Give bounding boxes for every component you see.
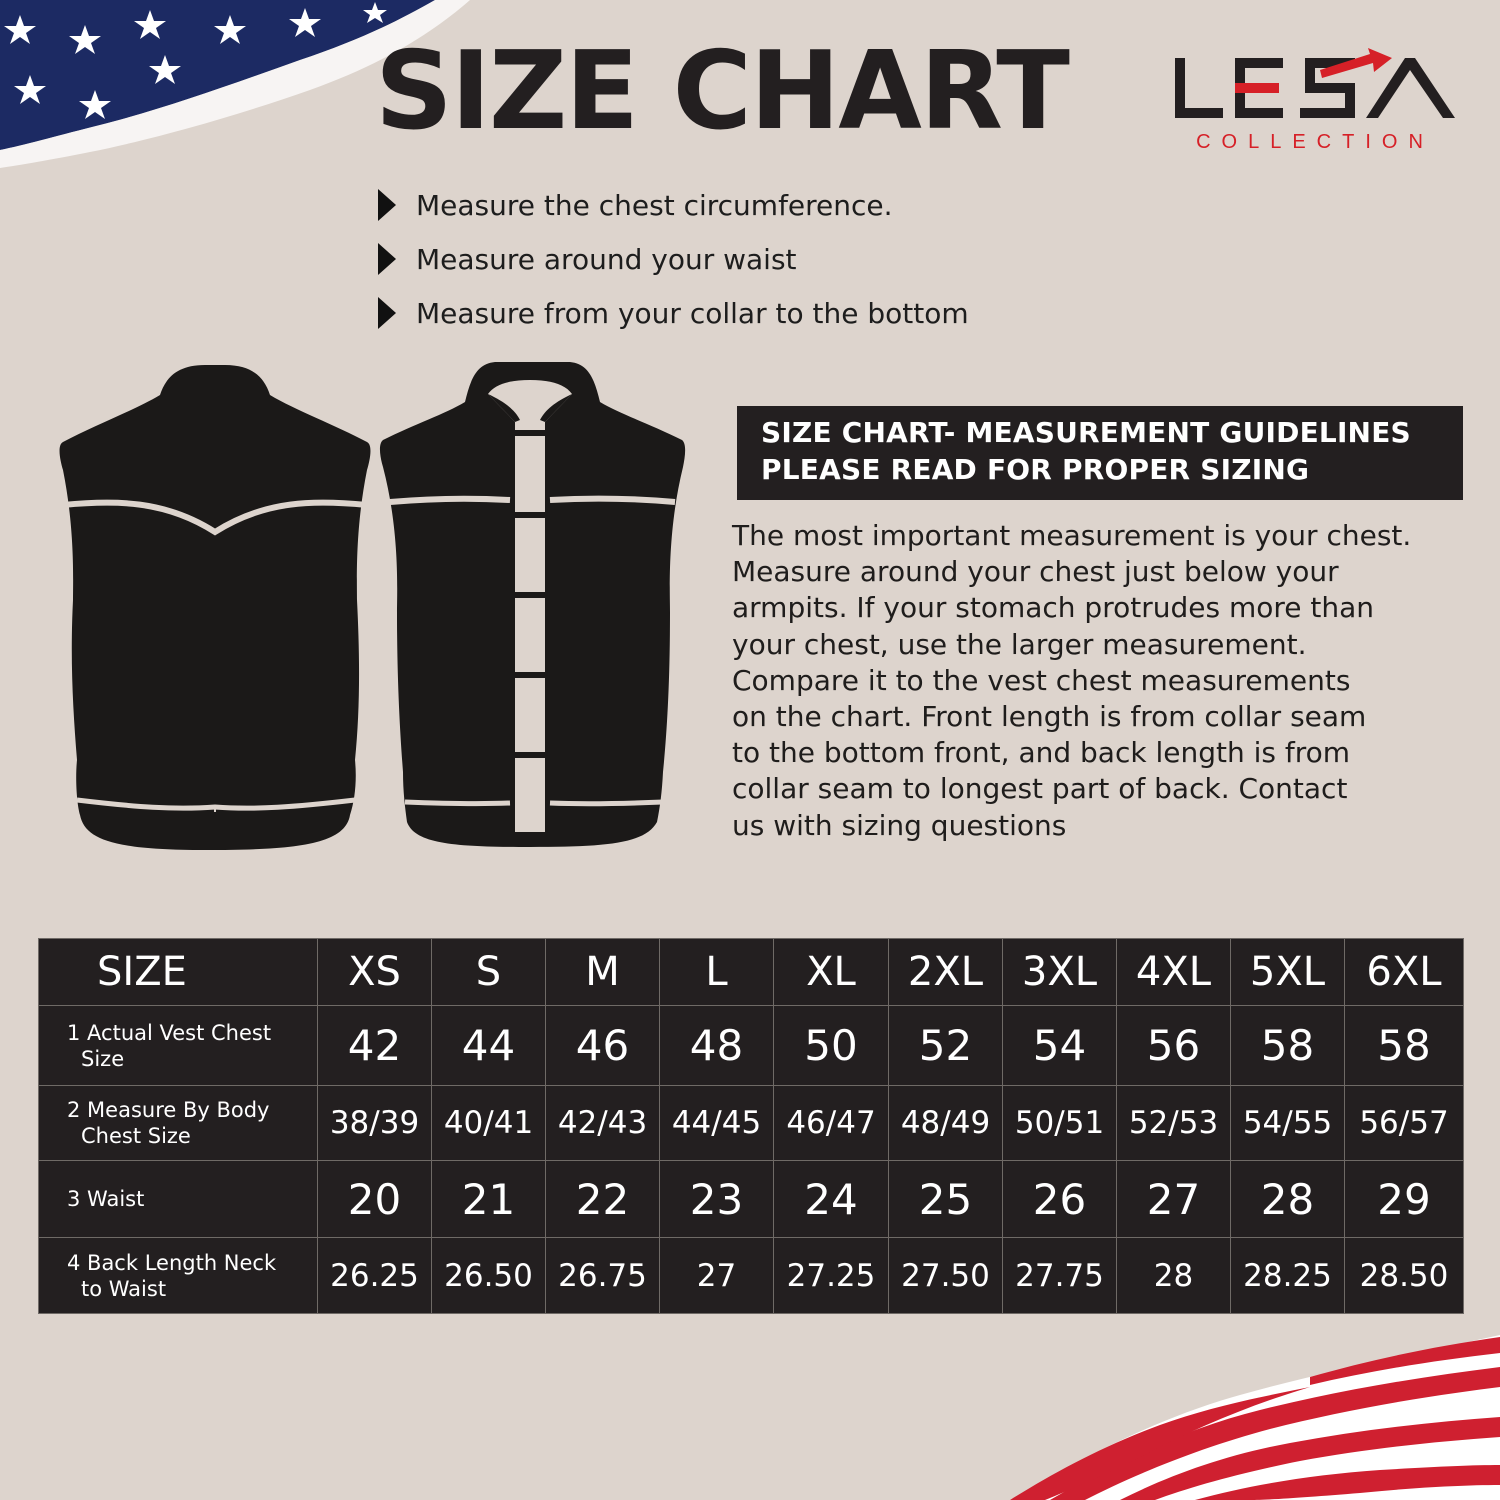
vest-front-view-illustration [375,352,690,850]
table-cell: 28.50 [1345,1238,1464,1314]
table-cell: 46/47 [774,1086,889,1161]
table-cell: 27 [660,1238,774,1314]
table-cell: 21 [432,1161,546,1238]
table-cell: 56 [1117,1006,1231,1086]
table-cell: 44 [432,1006,546,1086]
table-cell: 54/55 [1231,1086,1345,1161]
table-header-label: SIZE [39,939,318,1006]
vest-back-view-illustration [55,360,380,855]
table-cell: 25 [889,1161,1003,1238]
table-cell: 28 [1117,1238,1231,1314]
table-cell: 52 [889,1006,1003,1086]
table-cell: 23 [660,1161,774,1238]
table-cell: 46 [546,1006,660,1086]
instruction-list [378,178,1138,340]
size-header-cell: 5XL [1231,939,1345,1006]
triangle-bullet-icon [378,297,396,329]
table-cell: 26.50 [432,1238,546,1314]
table-header-row [39,939,1464,1006]
table-cell: 42/43 [546,1086,660,1161]
size-header-cell: S [432,939,546,1006]
table-cell: 50 [774,1006,889,1086]
table-cell: 44/45 [660,1086,774,1161]
instruction-item: Measure around your waist [378,232,1138,286]
row-label: 1 Actual Vest Chest Size [39,1006,318,1086]
size-header-cell: XS [318,939,432,1006]
size-table [38,938,1464,1314]
table-cell: 26.25 [318,1238,432,1314]
table-cell: 26.75 [546,1238,660,1314]
american-flag-bottom-decoration [1010,1325,1500,1500]
table-cell: 20 [318,1161,432,1238]
table-cell: 24 [774,1161,889,1238]
size-header-cell: XL [774,939,889,1006]
table-cell: 27.25 [774,1238,889,1314]
instruction-item: Measure from your collar to the bottom [378,286,1138,340]
row-label: 4 Back Length Neck to Waist [39,1238,318,1314]
guidelines-header-line-1: SIZE CHART- MEASUREMENT GUIDELINES [761,416,1411,449]
table-cell: 42 [318,1006,432,1086]
table-cell: 26 [1003,1161,1117,1238]
table-row [39,1161,1464,1238]
table-row [39,1086,1464,1161]
triangle-bullet-icon [378,243,396,275]
table-cell: 54 [1003,1006,1117,1086]
logo-subtitle: COLLECTION [1196,131,1434,153]
table-cell: 28 [1231,1161,1345,1238]
table-cell: 52/53 [1117,1086,1231,1161]
guidelines-header-box [737,406,1463,500]
table-cell: 40/41 [432,1086,546,1161]
row-label: 2 Measure By Body Chest Size [39,1086,318,1161]
page-title: SIZE CHART [375,29,1068,154]
guidelines-header-line-2: PLEASE READ FOR PROPER SIZING [761,453,1310,486]
size-header-cell: 6XL [1345,939,1464,1006]
table-cell: 22 [546,1161,660,1238]
table-cell: 27.75 [1003,1238,1117,1314]
table-row [39,1006,1464,1086]
table-cell: 38/39 [318,1086,432,1161]
table-cell: 56/57 [1345,1086,1464,1161]
table-cell: 58 [1345,1006,1464,1086]
table-cell: 28.25 [1231,1238,1345,1314]
size-header-cell: 2XL [889,939,1003,1006]
size-header-cell: M [546,939,660,1006]
lesa-collection-logo [1170,48,1460,158]
instruction-item: Measure the chest circumference. [378,178,1138,232]
size-header-cell: 3XL [1003,939,1117,1006]
table-row [39,1238,1464,1314]
size-header-cell: 4XL [1117,939,1231,1006]
table-cell: 58 [1231,1006,1345,1086]
table-cell: 29 [1345,1161,1464,1238]
table-cell: 48/49 [889,1086,1003,1161]
guidelines-paragraph: The most important measurement is your chest. Measure around your chest just below your armpits. If your stomach protrudes more than your chest, use the larger measurement. Compare it to the vest chest measurements on the chart. Front length is from collar seam to the bottom front, and back length is from collar seam to longest part of back. Contact us with sizing questions [732,519,1412,842]
table-cell: 27.50 [889,1238,1003,1314]
table-cell: 50/51 [1003,1086,1117,1161]
triangle-bullet-icon [378,189,396,221]
table-cell: 27 [1117,1161,1231,1238]
table-cell: 48 [660,1006,774,1086]
size-header-cell: L [660,939,774,1006]
row-label: 3 Waist [39,1161,318,1238]
